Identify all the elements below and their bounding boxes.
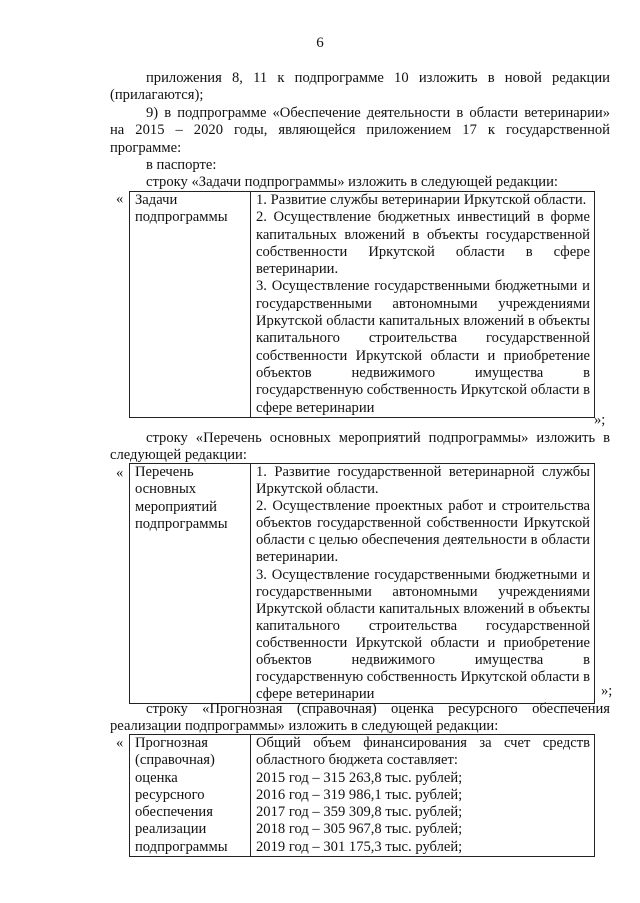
- table-tasks: [129, 191, 595, 418]
- table-resources: [129, 734, 595, 857]
- table2-item-2: 2. Осуществление проектных работ и строительства объектов государственной собственности Иркутской области с целью обеспечения деятельности в области ветеринарии.: [256, 498, 590, 566]
- table1-open-quote: «: [116, 191, 124, 207]
- table3-intro: Общий объем финансирования за счет средств областного бюджета составляет:: [256, 735, 590, 769]
- table3-year-2015: 2015 год – 315 263,8 тыс. рублей;: [256, 769, 463, 786]
- intro-paragraph-1: приложения 8, 11 к подпрограмме 10 изложить в новой редакции (прилагаются);: [110, 70, 610, 104]
- table2-label: Перечень основных мероприятий подпрограммы: [130, 464, 251, 704]
- page-number: 6: [316, 35, 324, 51]
- table1-content: [251, 192, 595, 418]
- table1-item-2: 2. Осуществление бюджетных инвестиций в форме капитальных вложений в объекты государственной собственности Иркутской области в сфере ветеринарии.: [256, 209, 590, 278]
- mid-paragraph-6: строку «Прогнозная (справочная) оценка ресурсного обеспечения реализации подпрограммы» изложить в следующей редакции:: [110, 701, 610, 735]
- table-activities: [129, 463, 595, 704]
- table1-item-1: 1. Развитие службы ветеринарии Иркутской области.: [256, 192, 587, 208]
- table1-label: Задачи подпрограммы: [130, 192, 251, 418]
- intro-paragraph-2: 9) в подпрограмме «Обеспечение деятельности в области ветеринарии» на 2015 – 2020 годы, являющейся приложением 17 к государственной программе:: [110, 105, 610, 156]
- table2-item-3: 3. Осуществление государственными бюджетными и государственными автономными учреждениями Иркутской области капитальных вложений в объекты капитального строительства государственной собственности Иркутской области и приобретение объектов недвижимого имущества в государственную собственность Иркутской области в сфере ветеринарии: [256, 566, 591, 703]
- table2-item-1: 1. Развитие государственной ветеринарной службы Иркутской области.: [256, 464, 590, 498]
- table2-open-quote: «: [116, 465, 124, 481]
- table3-year-2018: 2018 год – 305 967,8 тыс. рублей;: [256, 821, 463, 838]
- table2-close-quote: »;: [601, 683, 613, 699]
- table3-year-2016: 2016 год – 319 986,1 тыс. рублей;: [256, 786, 463, 803]
- table2-content: [251, 464, 595, 704]
- table1-close-quote: »;: [594, 412, 606, 428]
- table3-year-2017: 2017 год – 359 309,8 тыс. рублей;: [256, 804, 463, 821]
- table3-year-2019: 2019 год – 301 175,3 тыс. рублей;: [256, 838, 463, 855]
- mid-paragraph-5: строку «Перечень основных мероприятий подпрограммы» изложить в следующей редакции:: [110, 430, 610, 464]
- intro-paragraph-3: в паспорте:: [146, 157, 217, 173]
- table3-open-quote: «: [116, 735, 124, 751]
- table3-label: Прогнозная (справочная) оценка ресурсного обеспечения реализации подпрограммы: [130, 735, 251, 857]
- table3-content: [251, 735, 595, 857]
- table1-item-3: 3. Осуществление государственными бюджетными и государственными автономными учреждениями Иркутской области капитальных вложений в объекты капитального строительства государственной собственности Иркутской области и приобретение объектов недвижимого имущества в государственную собственность Иркутской области в сфере ветеринарии: [256, 278, 591, 416]
- intro-paragraph-4: строку «Задачи подпрограммы» изложить в следующей редакции:: [146, 174, 558, 190]
